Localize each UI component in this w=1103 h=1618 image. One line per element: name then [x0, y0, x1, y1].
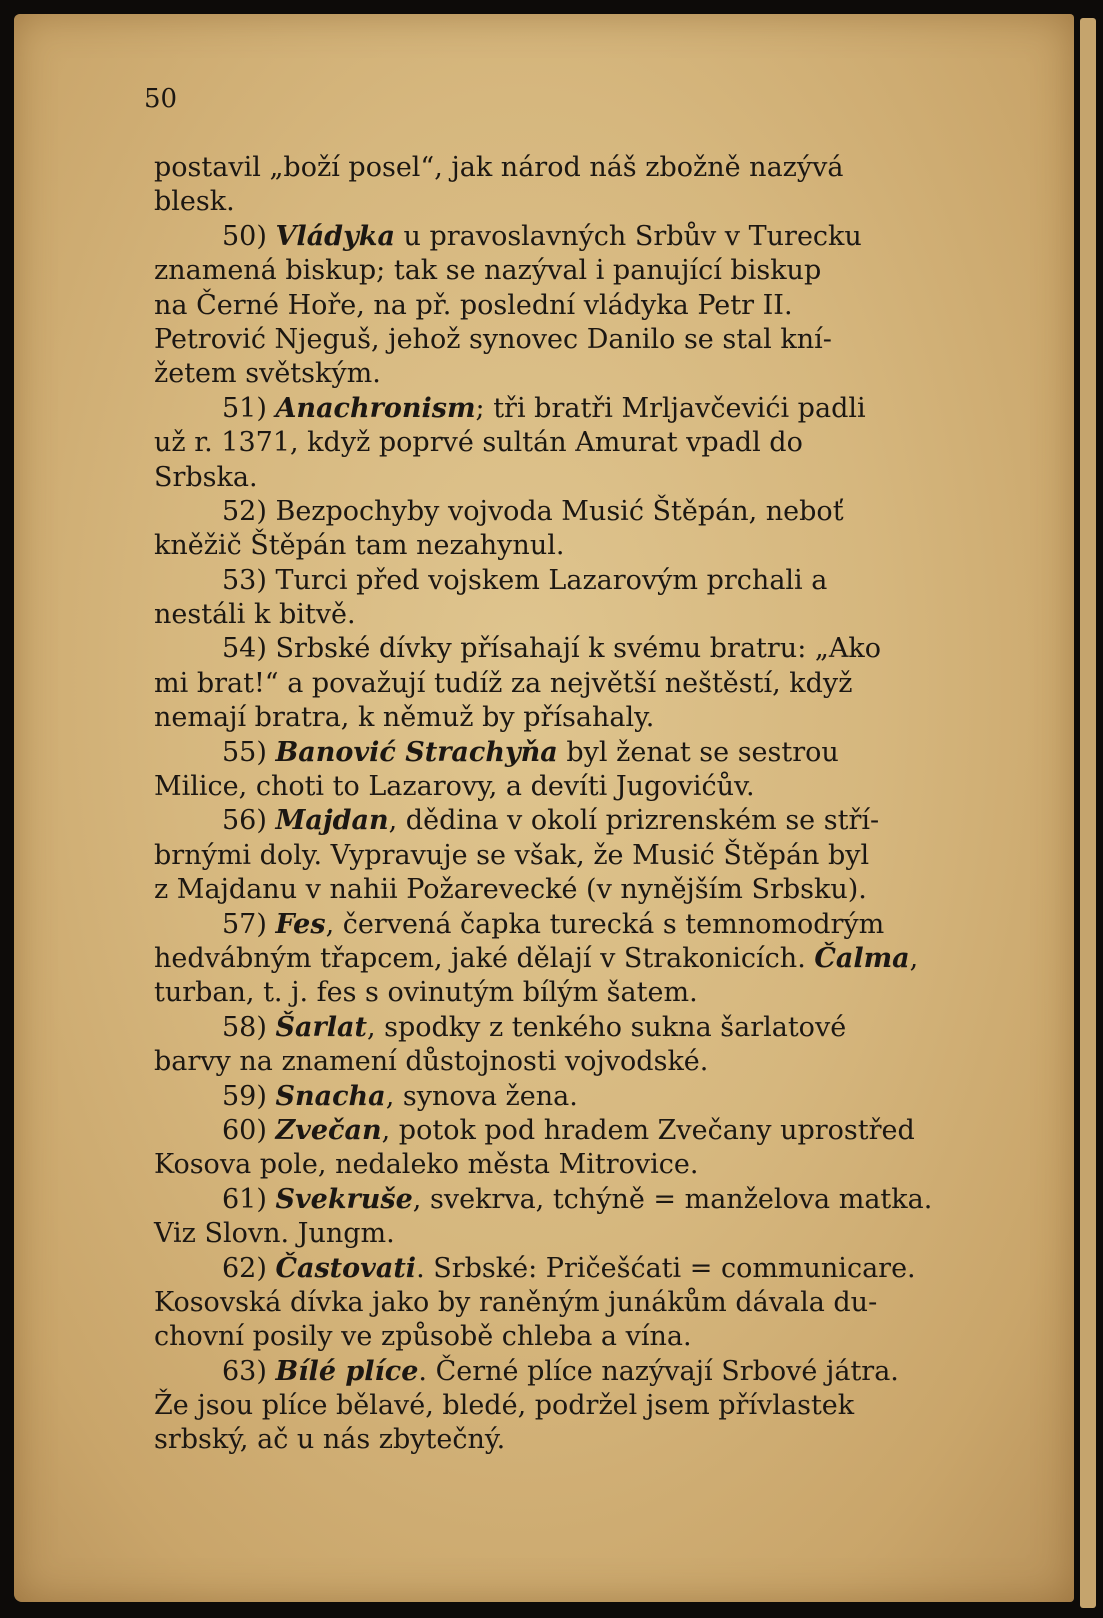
text-line [154, 1011, 962, 1045]
book-page [14, 14, 1074, 1602]
line-text: znamená biskup; tak se nazýval i panující biskup [154, 255, 822, 287]
line-text: Petrović Njeguš, jehož synovec Danilo se stal kní- [154, 323, 832, 355]
line-text: , červená čapka turecká s temnomodrým [325, 908, 885, 940]
line-text: 60) [222, 1114, 276, 1146]
text-line [154, 289, 962, 323]
page-number: 50 [144, 84, 178, 114]
line-text: z Majdanu v nahii Požarevecké (v nynějším Srbsku). [154, 874, 867, 906]
line-text: 51) [222, 392, 276, 424]
note-term: Majdan [275, 805, 389, 837]
line-text: 52) Bezpochyby vojvoda Musić Štěpán, neboť [222, 495, 844, 527]
line-text: kněžič Štěpán tam nezahynul. [154, 530, 565, 562]
text-line [154, 736, 962, 770]
note-term: Anachronism [275, 392, 476, 424]
line-text: hedvábným třapcem, jaké dělají v Strakonicích. [154, 942, 815, 974]
text-line [154, 1217, 962, 1251]
note-term: Častovati [275, 1252, 417, 1284]
line-text: turban, t. j. fes s ovinutým bílým šatem. [154, 977, 698, 1009]
text-line [154, 1286, 962, 1320]
notes-text [154, 151, 962, 1458]
line-text: mi brat!“ a považují tudíž za největší neštěstí, když [154, 667, 853, 699]
text-line [154, 598, 962, 632]
line-text: srbský, ač u nás zbytečný. [154, 1424, 506, 1456]
text-line [154, 461, 962, 495]
text-line [154, 839, 962, 873]
line-text: 56) [222, 805, 276, 837]
line-text: Milice, choti to Lazarovy, a devíti Jugovićův. [154, 771, 755, 803]
text-line [154, 529, 962, 563]
text-line [154, 495, 962, 529]
line-text: 63) [222, 1355, 276, 1387]
text-line [154, 942, 962, 976]
note-term: Zvečan [275, 1114, 382, 1146]
line-text: , potok pod hradem Zvečany uprostřed [381, 1114, 915, 1146]
line-text: , spodky z tenkého sukna šarlatové [366, 1011, 847, 1043]
line-text: 57) [222, 908, 276, 940]
note-term: Svekruše [275, 1183, 413, 1215]
note-term: Banović Strachyňa [275, 736, 558, 768]
text-line [154, 254, 962, 288]
line-text: už r. 1371, když poprvé sultán Amurat vpadl do [154, 427, 803, 459]
line-text: 54) Srbské dívky přísahají k svému bratru: „Ako [222, 633, 881, 665]
line-text: barvy na znamení důstojnosti vojvodské. [154, 1046, 709, 1078]
text-line [154, 632, 962, 666]
note-term: Snacha [275, 1080, 386, 1112]
line-text: Kosova pole, nedaleko města Mitrovice. [154, 1149, 699, 1181]
line-text: 55) [222, 736, 276, 768]
line-text: 61) [222, 1183, 276, 1215]
text-line [154, 1045, 962, 1079]
text-line [154, 426, 962, 460]
line-text: nestáli k bitvě. [154, 599, 356, 631]
line-text: na Černé Hoře, na př. poslední vládyka Petr II. [154, 289, 793, 321]
text-line [154, 1423, 962, 1457]
line-text: Viz Slovn. Jungm. [154, 1218, 395, 1250]
text-line [154, 770, 962, 804]
text-line [154, 804, 962, 838]
note-term: Bílé plíce [275, 1355, 419, 1387]
line-text: ; tři bratři Mrljavčevići padli [475, 392, 866, 424]
text-line [154, 1080, 962, 1114]
note-term: Čalma [814, 942, 910, 974]
note-term: Vládyka [275, 220, 395, 252]
line-text: , [909, 942, 919, 974]
text-line [154, 564, 962, 598]
line-text: Srbska. [154, 461, 258, 493]
note-term: Šarlat [275, 1011, 367, 1043]
text-line [154, 1114, 962, 1148]
line-text: brnými doly. Vypravuje se však, že Musić Štěpán byl [154, 839, 870, 871]
next-page-edge [1080, 18, 1096, 1608]
text-line [154, 873, 962, 907]
line-text: Že jsou plíce bělavé, bledé, podržel jsem přívlastek [154, 1390, 855, 1422]
line-text: . Srbské: Pričešćati = communicare. [416, 1252, 916, 1284]
line-text: postavil „boží posel“, jak národ náš zbožně nazývá [154, 152, 844, 183]
line-text: u pravoslavných Srbův v Turecku [394, 220, 862, 252]
text-line [154, 185, 962, 219]
text-line [154, 701, 962, 735]
line-text: 59) [222, 1080, 276, 1112]
text-line [154, 220, 962, 254]
line-text: byl ženat se sestrou [557, 736, 839, 768]
text-line [154, 1355, 962, 1389]
text-line [154, 323, 962, 357]
text-line [154, 1320, 962, 1354]
line-text: chovní posily ve způsobě chleba a vína. [154, 1321, 692, 1353]
line-text: , svekrva, tchýně = manželova matka. [412, 1183, 933, 1215]
line-text: , synova žena. [385, 1080, 578, 1112]
line-text: , dědina v okolí prizrenském se stří- [388, 805, 880, 837]
text-line [154, 1389, 962, 1423]
text-line [154, 1148, 962, 1182]
line-text: 62) [222, 1252, 276, 1284]
note-term: Fes [275, 908, 326, 940]
text-line [154, 392, 962, 426]
line-text: 53) Turci před vojskem Lazarovým prchali a [222, 564, 828, 596]
line-text: 50) [222, 220, 276, 252]
text-line [154, 1252, 962, 1286]
line-text: Kosovská dívka jako by raněným junákům dávala du- [154, 1286, 878, 1318]
line-text: . Černé plíce nazývají Srbové játra. [418, 1355, 899, 1387]
text-line [154, 667, 962, 701]
line-text: žetem světským. [154, 358, 381, 390]
line-text: blesk. [154, 186, 235, 218]
text-line [154, 357, 962, 391]
line-text: nemají bratra, k němuž by přísahaly. [154, 702, 655, 734]
line-text: 58) [222, 1011, 276, 1043]
text-line [154, 976, 962, 1010]
text-line [154, 908, 962, 942]
text-line [154, 151, 962, 185]
text-line [154, 1183, 962, 1217]
